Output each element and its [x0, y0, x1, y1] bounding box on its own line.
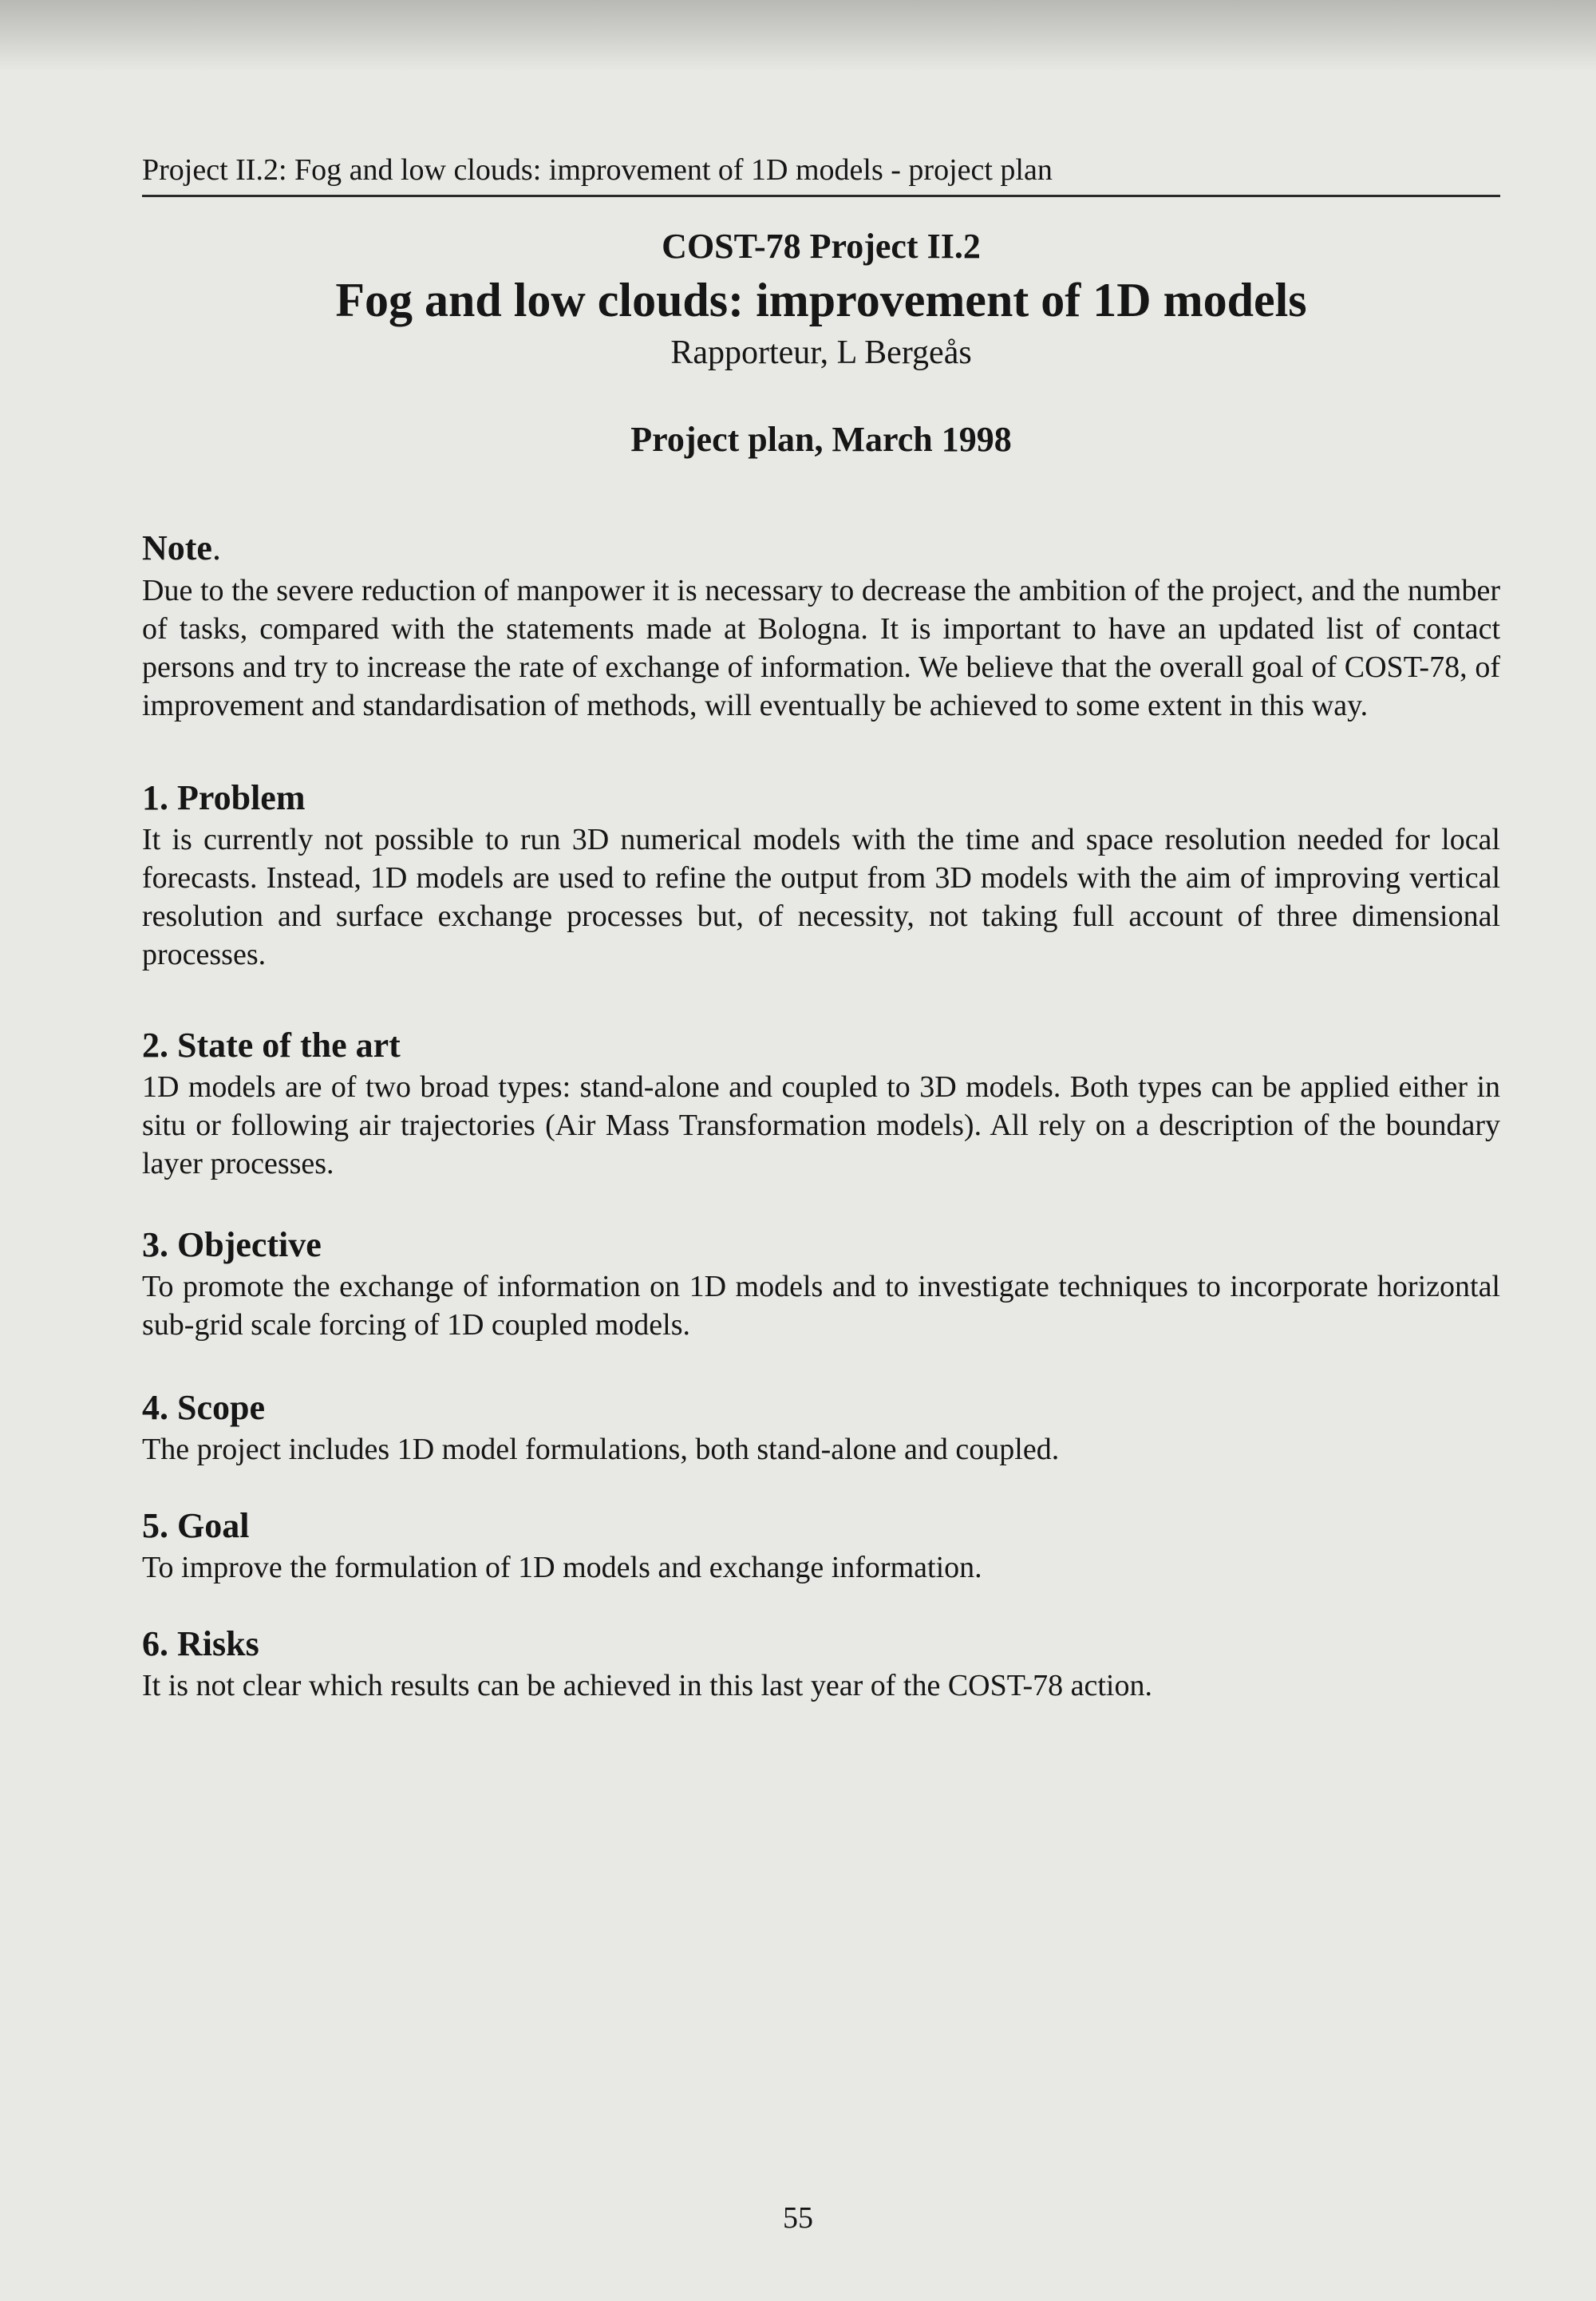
section-goal: [142, 1504, 1500, 1587]
rapporteur-line: Rapporteur, L Bergeås: [670, 334, 972, 371]
section-heading: 2. State of the art: [142, 1026, 401, 1065]
section-text: 1D models are of two broad types: stand-alone and coupled to 3D models. Both types can be applied either in situ or following air trajectories (Air Mass Transformation models). All rely on a description of the boundary layer processes.: [142, 1070, 1500, 1180]
page-title: Fog and low clouds: improvement of 1D models: [335, 274, 1307, 326]
section-heading: 4. Scope: [142, 1388, 265, 1427]
section-text: To improve the formulation of 1D models and exchange information.: [142, 1551, 982, 1584]
section-heading: 5. Goal: [142, 1506, 250, 1545]
note-heading: [142, 525, 1500, 571]
section-text: The project includes 1D model formulations, both stand-alone and coupled.: [142, 1433, 1060, 1466]
section-scope: [142, 1386, 1500, 1469]
page-number: 55: [783, 2201, 813, 2235]
section-text: To promote the exchange of information on 1D models and to investigate techniques to incorporate horizontal sub-grid scale forcing of 1D coupled models.: [142, 1270, 1500, 1342]
note-heading-text: Note: [142, 528, 212, 567]
section-heading: 3. Objective: [142, 1225, 322, 1264]
section-text: It is not clear which results can be achieved in this last year of the COST-78 action.: [142, 1669, 1152, 1702]
title-block: [142, 223, 1500, 463]
section-risks: [142, 1622, 1500, 1705]
document-body: [142, 525, 1500, 1705]
section-heading: 6. Risks: [142, 1624, 259, 1663]
section-heading: 1. Problem: [142, 778, 306, 817]
note-text: Due to the severe reduction of manpower it is necessary to decrease the ambition of the project, and the number of tasks, compared with the statements made at Bologna. It is important to have an updated list of contact persons and try to increase the rate of exchange of information. We believe that the overall goal of COST-78, of improvement and standardisation of methods, will eventually be achieved to some extent in this way.: [142, 574, 1500, 722]
note-section: [142, 525, 1500, 725]
section-state-of-the-art: [142, 1023, 1500, 1183]
project-line: COST-78 Project II.2: [662, 227, 981, 266]
section-objective: [142, 1223, 1500, 1344]
section-problem: [142, 776, 1500, 974]
scan-shadow: [0, 0, 1596, 72]
note-heading-punct: .: [211, 528, 221, 567]
running-header: Project II.2: Fog and low clouds: improvement of 1D models - project plan: [142, 150, 1500, 197]
section-text: It is currently not possible to run 3D numerical models with the time and space resolution needed for local forecasts. Instead, 1D models are used to refine the output from 3D models with the aim of improving vertical resolution and surface exchange processes but, of necessity, not taking full account of three dimensional processes.: [142, 823, 1500, 971]
plan-date-line: Project plan, March 1998: [630, 420, 1012, 459]
